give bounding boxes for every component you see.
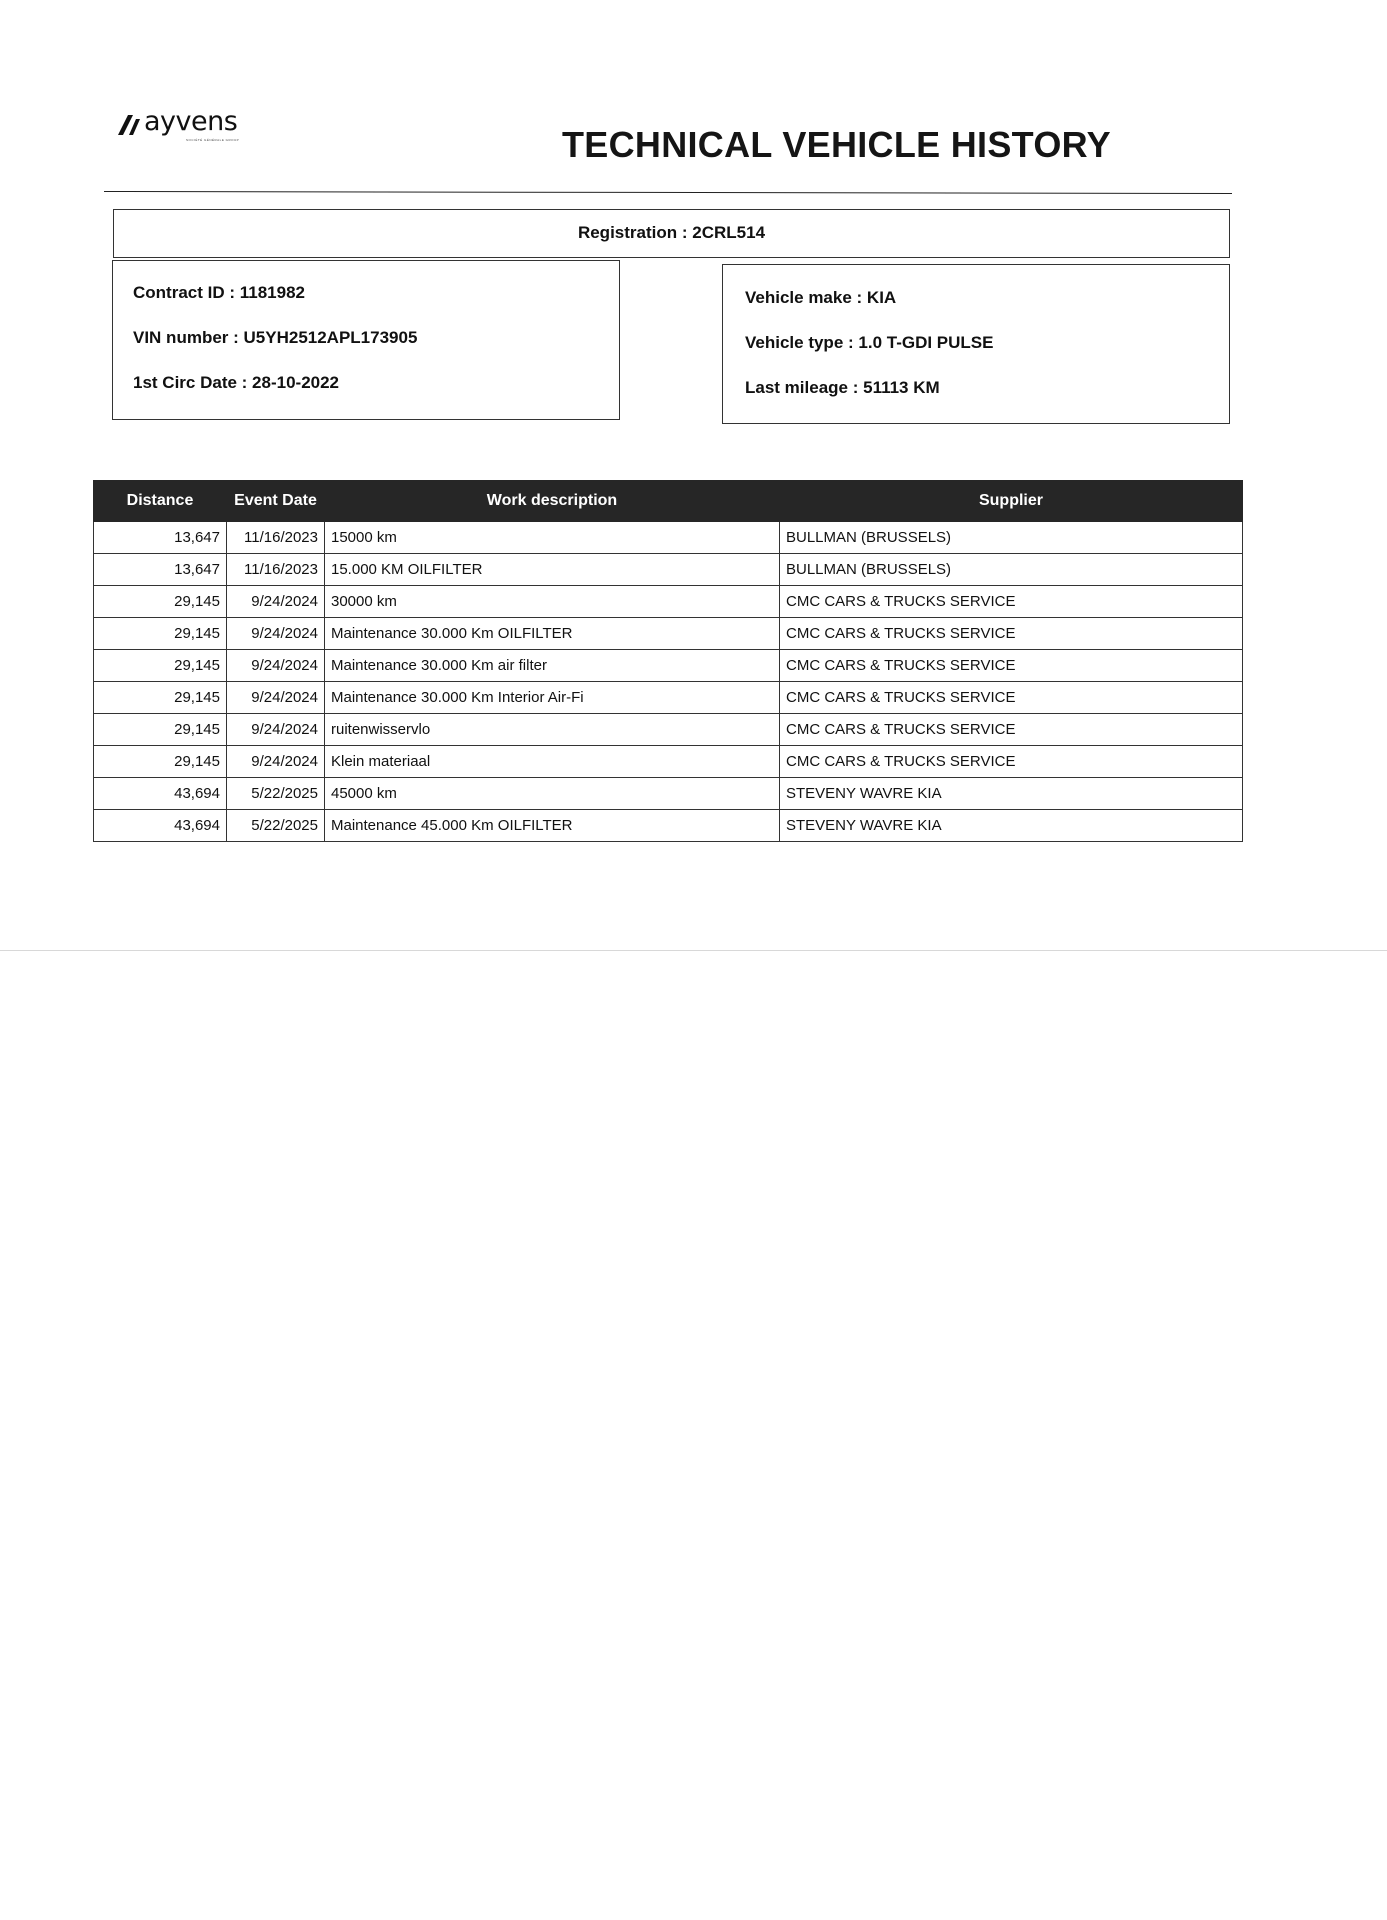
document-title: TECHNICAL VEHICLE HISTORY (562, 124, 1111, 165)
contract-id-value: 1181982 (239, 283, 305, 302)
distance-cell: 13,647 (94, 522, 227, 554)
vehicle-make-line: Vehicle make : KIA (745, 288, 897, 307)
last-mileage-value: 51113 KM (863, 378, 940, 397)
work-description-cell: Maintenance 30.000 Km OILFILTER (325, 618, 780, 650)
last-mileage-label: Last mileage (745, 378, 848, 397)
vehicle-make-value: KIA (866, 288, 897, 307)
vin-number-value: U5YH2512APL173905 (243, 328, 418, 347)
first-circ-date-value: 28-10-2022 (252, 373, 340, 392)
scan-fold-line (0, 950, 1387, 951)
event-date-cell: 5/22/2025 (227, 778, 325, 810)
distance-cell: 29,145 (94, 586, 227, 618)
vehicle-history-table (93, 480, 1243, 842)
header-divider (104, 191, 1232, 194)
supplier-cell: CMC CARS & TRUCKS SERVICE (780, 714, 1243, 746)
supplier-cell: BULLMAN (BRUSSELS) (780, 522, 1243, 554)
event-date-cell: 11/16/2023 (227, 554, 325, 586)
distance-cell: 29,145 (94, 714, 227, 746)
supplier-cell: BULLMAN (BRUSSELS) (780, 554, 1243, 586)
event-date-cell: 9/24/2024 (227, 586, 325, 618)
table-row (94, 714, 1243, 746)
supplier-cell: STEVENY WAVRE KIA (780, 810, 1243, 842)
vehicle-type-value: 1.0 T-GDI PULSE (858, 333, 994, 352)
vin-number-line: VIN number : U5YH2512APL173905 (133, 328, 418, 347)
logo-subtext: SOCIÉTÉ GÉNÉRALE GROUP (186, 138, 240, 142)
table-row (94, 522, 1243, 554)
supplier-cell: CMC CARS & TRUCKS SERVICE (780, 746, 1243, 778)
vehicle-make-label: Vehicle make (745, 288, 852, 307)
column-header-supplier: Supplier (780, 481, 1243, 522)
table-row (94, 746, 1243, 778)
ayvens-mark-icon (116, 114, 142, 136)
distance-cell: 29,145 (94, 746, 227, 778)
table-row (94, 554, 1243, 586)
supplier-cell: CMC CARS & TRUCKS SERVICE (780, 586, 1243, 618)
work-description-cell: Maintenance 30.000 Km Interior Air-Fi (325, 682, 780, 714)
last-mileage-line: Last mileage : 51113 KM (745, 378, 940, 397)
vehicle-info-box (722, 264, 1230, 424)
column-header-work-description: Work description (325, 481, 780, 522)
event-date-cell: 9/24/2024 (227, 618, 325, 650)
registration-label: Registration (577, 223, 678, 242)
work-description-cell: Maintenance 45.000 Km OILFILTER (325, 810, 780, 842)
ayvens-logo (116, 108, 266, 148)
logo-wordmark: ayvens (144, 106, 238, 137)
contract-id-line: Contract ID : 1181982 (133, 283, 305, 302)
registration-box (113, 209, 1230, 258)
registration-value: 2CRL514 (692, 223, 766, 242)
distance-cell: 29,145 (94, 682, 227, 714)
contract-info-box (112, 260, 620, 420)
table-header-row (94, 481, 1243, 522)
work-description-cell: Maintenance 30.000 Km air filter (325, 650, 780, 682)
table-row (94, 650, 1243, 682)
work-description-cell: 45000 km (325, 778, 780, 810)
event-date-cell: 5/22/2025 (227, 810, 325, 842)
distance-cell: 29,145 (94, 618, 227, 650)
event-date-cell: 11/16/2023 (227, 522, 325, 554)
work-description-cell: 15000 km (325, 522, 780, 554)
supplier-cell: CMC CARS & TRUCKS SERVICE (780, 650, 1243, 682)
event-date-cell: 9/24/2024 (227, 714, 325, 746)
distance-cell: 43,694 (94, 778, 227, 810)
work-description-cell: ruitenwisservlo (325, 714, 780, 746)
event-date-cell: 9/24/2024 (227, 746, 325, 778)
work-description-cell: Klein materiaal (325, 746, 780, 778)
column-header-event-date: Event Date (227, 481, 325, 522)
registration-separator: : (681, 223, 693, 242)
table-row (94, 682, 1243, 714)
work-description-cell: 15.000 KM OILFILTER (325, 554, 780, 586)
supplier-cell: STEVENY WAVRE KIA (780, 778, 1243, 810)
column-header-distance: Distance (94, 481, 227, 522)
distance-cell: 43,694 (94, 810, 227, 842)
first-circ-date-label: 1st Circ Date (133, 373, 237, 392)
supplier-cell: CMC CARS & TRUCKS SERVICE (780, 618, 1243, 650)
first-circ-date-line: 1st Circ Date : 28-10-2022 (133, 373, 340, 392)
event-date-cell: 9/24/2024 (227, 682, 325, 714)
contract-id-label: Contract ID (133, 283, 225, 302)
vin-number-label: VIN number (133, 328, 229, 347)
supplier-cell: CMC CARS & TRUCKS SERVICE (780, 682, 1243, 714)
work-description-cell: 30000 km (325, 586, 780, 618)
distance-cell: 13,647 (94, 554, 227, 586)
distance-cell: 29,145 (94, 650, 227, 682)
event-date-cell: 9/24/2024 (227, 650, 325, 682)
vehicle-type-label: Vehicle type (745, 333, 844, 352)
table-row (94, 586, 1243, 618)
vehicle-type-line: Vehicle type : 1.0 T-GDI PULSE (745, 333, 994, 352)
table-row (94, 778, 1243, 810)
table-row (94, 810, 1243, 842)
table-row (94, 618, 1243, 650)
